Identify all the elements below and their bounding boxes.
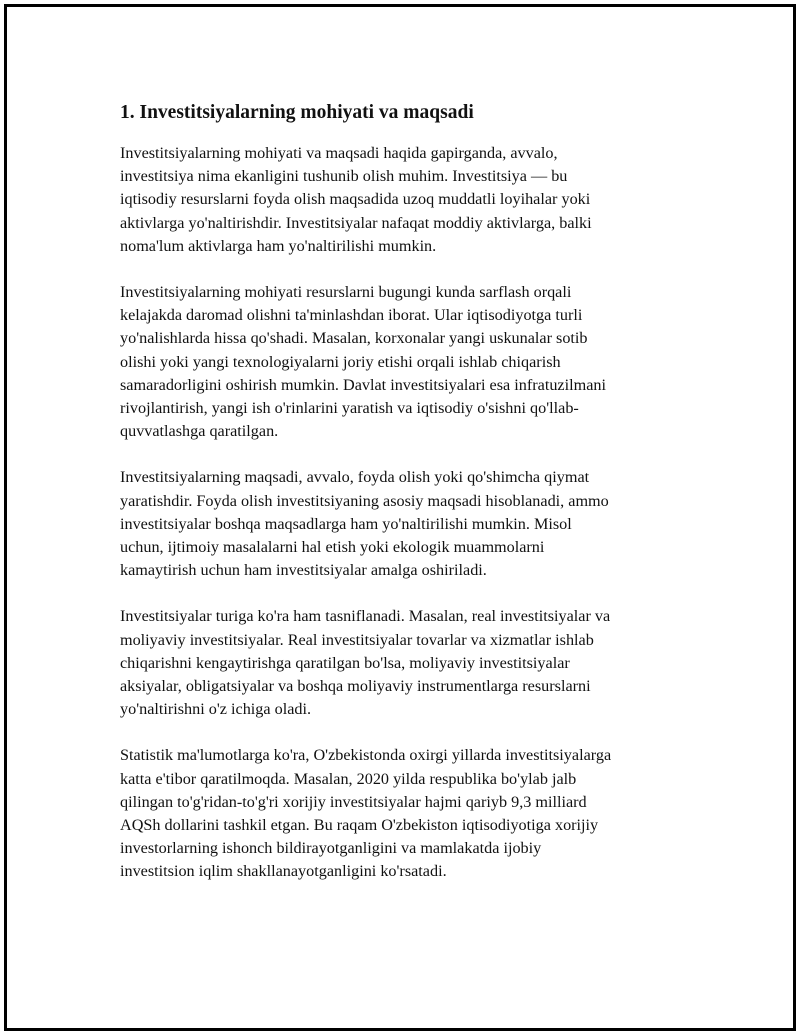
paragraph-1: Investitsiyalarning mohiyati va maqsadi haqida gapirganda, avvalo, investitsiya nima ekanligini tushunib olish muhim. Investitsiya — bu iqtisodiy resurslarni foyda olish maqsadida uzoq muddatli loyihalar yoki aktivlarga yo'naltirishdir. Investitsiyalar nafaqat moddiy aktivlarga, balki noma'lum aktivlarga ham yo'naltirilishi mumkin. [120,144,592,255]
paragraph-5: Statistik ma'lumotlarga ko'ra, O'zbekistonda oxirgi yillarda investitsiyalarga katta e'tibor qaratilmoqda. Masalan, 2020 yilda respublika bo'ylab jalb qilingan to'g'ridan-to'g'ri xorijiy investitsiyalar hajmi qariyb 9,3 milliard AQSh dollarini tashkil etgan. Bu raqam O'zbekiston iqtisodiyotiga xorijiy investorlarning ishonch bildirayotganligini va mamlakatda ijobiy investitsion iqlim shakllanayotganligini ko'rsatadi. [120,746,612,881]
section-title: 1. Investitsiyalarning mohiyati va maqsadi [120,102,474,123]
document-body [120,100,695,907]
paragraph-3: Investitsiyalarning maqsadi, avvalo, foyda olish yoki qo'shimcha qiymat yaratishdir. Foyda olish investitsiyaning asosiy maqsadi hisoblanadi, ammo investitsiyalar boshqa maqsadlarga ham yo'naltirilishi mumkin. Misol uchun, ijtimoiy masalalarni hal etish yoki ekologik muammolarni kamaytirish uchun ham investitsiyalar amalga oshiriladi. [120,468,609,580]
paragraph-4: Investitsiyalar turiga ko'ra ham tasniflanadi. Masalan, real investitsiyalar va moliyaviy investitsiyalar. Real investitsiyalar tovarlar va xizmatlar ishlab chiqarishni kengaytirishga qaratilgan bo'lsa, moliyaviy investitsiyalar aksiyalar, obligatsiyalar va boshqa moliyaviy instrumentlarga resurslarni yo'naltirishni o'z ichiga oladi. [120,607,611,719]
page-frame [4,4,796,1031]
paragraph-2: Investitsiyalarning mohiyati resurslarni bugungi kunda sarflash orqali kelajakda daromad olishni ta'minlashdan iborat. Ular iqtisodiyotga turli yo'nalishlarda hissa qo'shadi. Masalan, korxonalar yangi uskunalar sotib olishi yoki yangi texnologiyalarni joriy etishi orqali ishlab chiqarish samaradorligini oshirish mumkin. Davlat investitsiyalari esa infratuzilmani rivojlantirish, yangi ish o'rinlarini yaratish va iqtisodiy o'sishni qo'llab- quvvatlashga qaratilgan. [120,283,606,441]
